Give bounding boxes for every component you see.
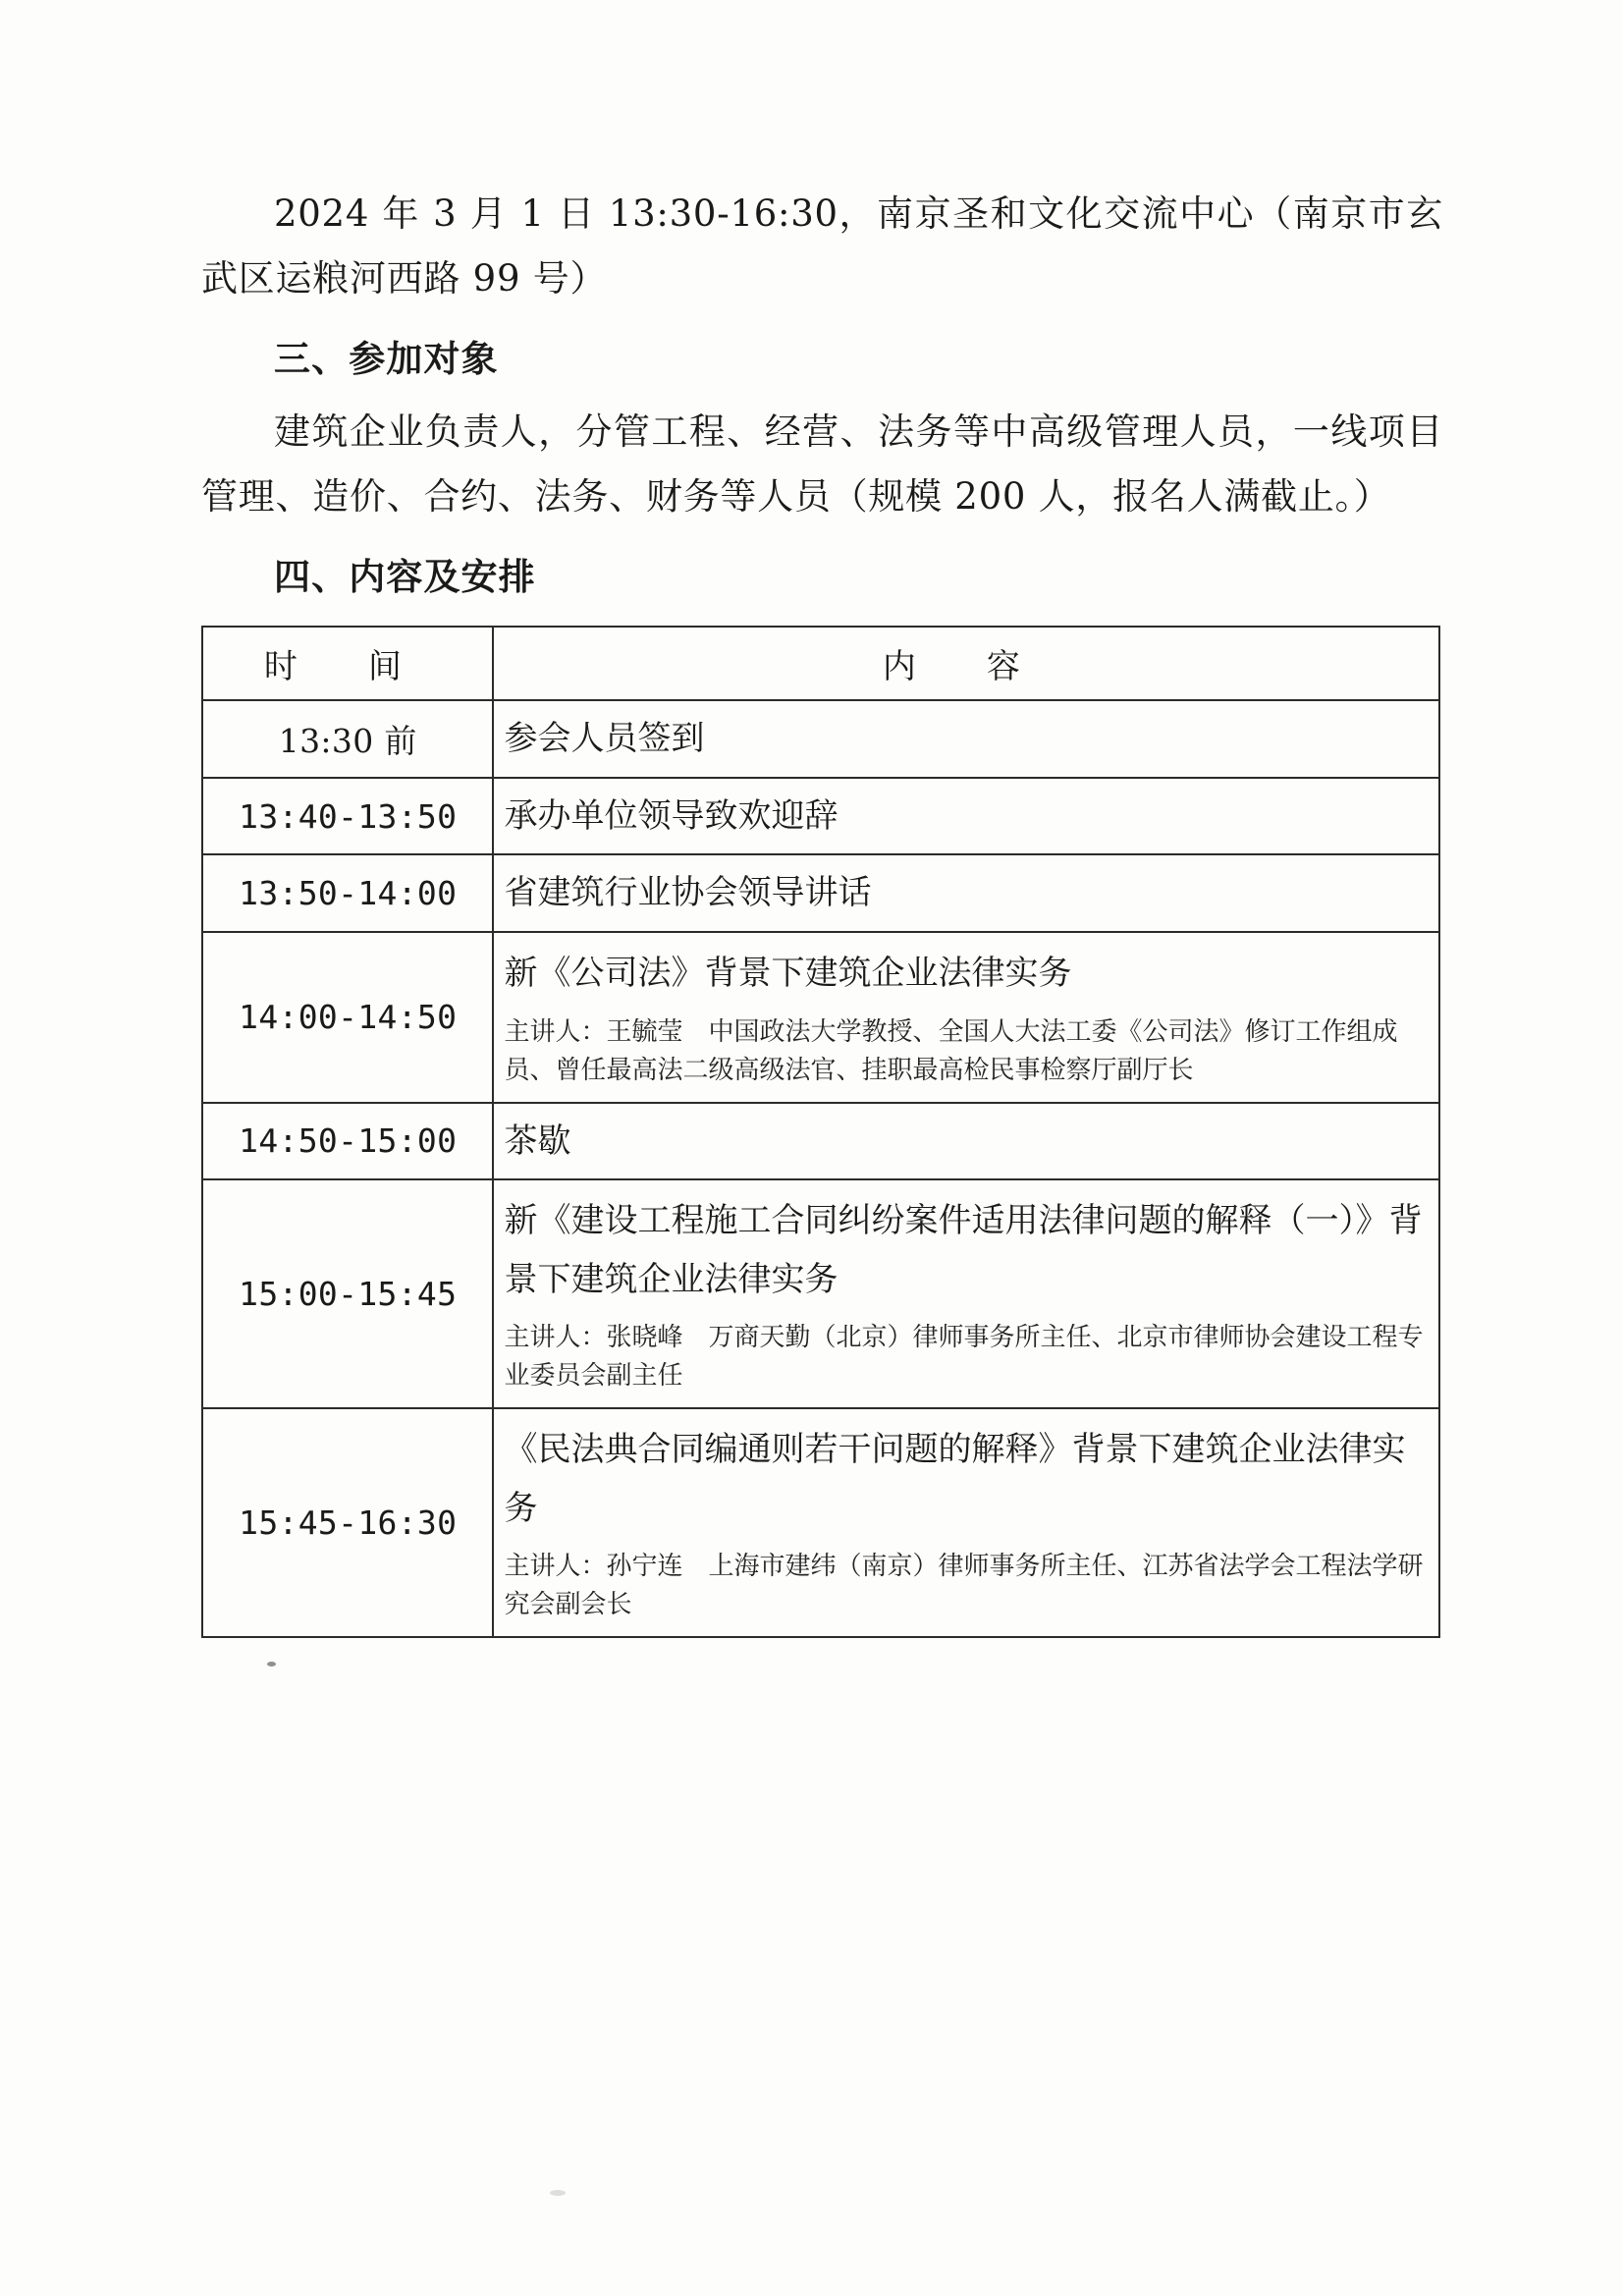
- cell-content: [493, 700, 1439, 778]
- schedule-table: [201, 626, 1440, 1638]
- session-title: 参会人员签到: [504, 719, 705, 759]
- cell-time: 14:00-14:50: [202, 932, 493, 1103]
- table-row: [202, 778, 1439, 855]
- table-row: [202, 932, 1439, 1103]
- column-header-time: 时 间: [202, 627, 493, 700]
- table-row: [202, 700, 1439, 778]
- session-speaker: 主讲人：王毓莹 中国政法大学教授、全国人大法工委《公司法》修订工作组成员、曾任最高法二级高级法官、挂职最高检民事检察厅副厅长: [504, 1016, 1398, 1085]
- table-row: [202, 854, 1439, 932]
- cell-time: 13:40-13:50: [202, 778, 493, 855]
- session-title: 省建筑行业协会领导讲话: [504, 873, 872, 913]
- section-four-heading: 四、内容及安排: [274, 555, 536, 598]
- document-content: [201, 182, 1443, 1638]
- section-three-paragraph: 建筑企业负责人，分管工程、经营、法务等中高级管理人员，一线项目管理、造价、合约、法务、财务等人员（规模 200 人，报名人满截止。）: [201, 410, 1443, 518]
- cell-content: [493, 1103, 1439, 1180]
- cell-time: 15:45-16:30: [202, 1408, 493, 1637]
- table-header-row: [202, 627, 1439, 700]
- paper-mark: [550, 2190, 566, 2196]
- session-title: 茶歇: [504, 1121, 571, 1161]
- session-speaker: 主讲人：孙宁连 上海市建纬（南京）律师事务所主任、江苏省法学会工程法学研究会副会长: [504, 1552, 1424, 1620]
- session-title: 新《建设工程施工合同纠纷案件适用法律问题的解释（一）》背景下建筑企业法律实务: [504, 1201, 1423, 1299]
- cell-content: [493, 1179, 1439, 1408]
- cell-time: 13:50-14:00: [202, 854, 493, 932]
- cell-content: [493, 778, 1439, 855]
- column-header-content: 内 容: [493, 627, 1439, 700]
- cell-content: [493, 1408, 1439, 1637]
- session-title: 承办单位领导致欢迎辞: [504, 795, 839, 836]
- table-row: [202, 1408, 1439, 1637]
- cell-time: 14:50-15:00: [202, 1103, 493, 1180]
- session-title: 《民法典合同编通则若干问题的解释》背景下建筑企业法律实务: [504, 1430, 1406, 1528]
- table-row: [202, 1179, 1439, 1408]
- cell-content: [493, 854, 1439, 932]
- cell-time: 13:30 前: [202, 700, 493, 778]
- session-title: 新《公司法》背景下建筑企业法律实务: [504, 954, 1072, 994]
- cell-content: [493, 932, 1439, 1103]
- paper-mark: [267, 1662, 276, 1667]
- cell-time: 15:00-15:45: [202, 1179, 493, 1408]
- table-row: [202, 1103, 1439, 1180]
- section-three-heading: 三、参加对象: [274, 337, 499, 380]
- intro-paragraph: 2024 年 3 月 1 日 13:30-16:30，南京圣和文化交流中心（南京市玄武区运粮河西路 99 号）: [201, 192, 1443, 300]
- session-speaker: 主讲人：张晓峰 万商天勤（北京）律师事务所主任、北京市律师协会建设工程专业委员会副主任: [504, 1323, 1424, 1392]
